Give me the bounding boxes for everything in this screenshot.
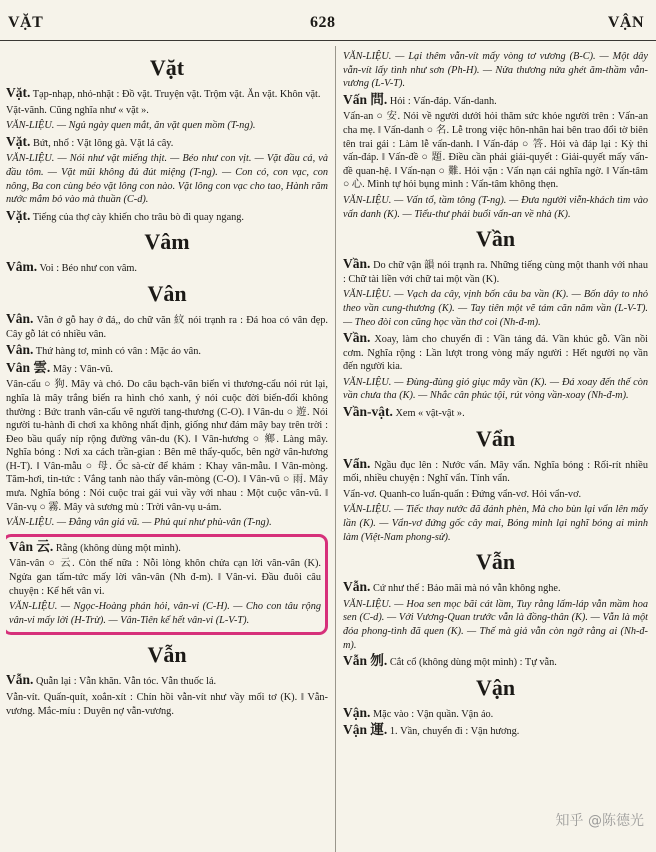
definition: Quẫn lại : Vẫn khăn. Vẫn tóc. Vẫn thuốc lá. xyxy=(35,676,217,688)
definition: Vằn ở gỗ hay ở đá,, do chữ văn 紋 nói trạnh ra : Đá hoa có vân đẹp. Cây gỗ lát có nhiều vân. xyxy=(6,314,328,340)
entry xyxy=(343,580,648,596)
definition: Tạp-nhạp, nhỏ-nhặt : Đồ vặt. Truyện vặt. Trộm vặt. Ăn vặt. Khôn vặt. xyxy=(32,89,321,100)
entry xyxy=(6,260,328,276)
van-lieu: VĂN-LIỆU. — Vấn tổ, tầm tông (T-ng). — Đưa người viễn-khách tìm vào vấn danh (K). — Tiểu-thư phải buổi vấn-an về nhà (K). xyxy=(343,194,648,220)
definition: Hỏi : Vấn-đáp. Vấn-danh. xyxy=(389,95,497,107)
headword: Vẫn 刎. xyxy=(343,653,388,669)
van-lieu: VĂN-LIỆU. — Đùng-đùng gió giục mây vần (K). — Đá xoay đến thế còn vần chưa tha (K). — Nhắc cân phúc tội, rút vòng vần-xoay (Nh-đ-m). xyxy=(343,376,648,402)
entry xyxy=(343,706,648,722)
definition: Bứt, nhổ : Vặt lông gà. Vặt lá cây. xyxy=(32,137,174,149)
definition: Mây : Vân-vũ. xyxy=(52,363,113,375)
entry xyxy=(9,540,321,556)
entry-body: Vẩn-vơ. Quanh-co luẩn-quẩn : Đứng vẩn-vơ. Hỏi vẩn-vơ. xyxy=(343,488,582,500)
headword: Vần-vật. xyxy=(343,404,393,420)
van-lieu: VĂN-LIỆU. — Vạch da cây, vịnh bốn câu ba vần (K). — Bốn dây to nhỏ theo vần cung-thương (K). — Tay tiên một vẽ tám căn năm vần (L-V-T). — Theo đòi con cũng học vần thơ coi (Nh-đ-m). xyxy=(343,289,648,328)
section-heading: Vân xyxy=(147,280,187,306)
entry xyxy=(343,457,648,486)
van-lieu: VĂN-LIỆU. — Nói như vặt miếng thịt. — Béo như con vịt. — Vặt đầu cá, và đầu tôm. — Vặt mũi không đủ đút miệng (T-ng). — Con có, con vạc, con nông, Ba con cùng béo vặt lông con nào. Vặt lông con vạc cho tao, Hành răm nước mắm bỏ vào mà thuần (C-d). xyxy=(6,153,328,206)
section-heading: Vặt xyxy=(149,55,185,80)
page-header xyxy=(0,0,656,41)
entry xyxy=(6,361,328,377)
headword: Vấn 問. xyxy=(343,91,388,107)
headword: Vân. xyxy=(6,310,34,326)
section-heading: Vẫn xyxy=(475,549,516,575)
section-heading: Vẫn xyxy=(147,642,187,668)
left-column xyxy=(6,50,328,852)
headword: Vân. xyxy=(6,342,34,358)
van-lieu: VĂN-LIỆU. — Ngủ ngày quen mắt, ăn vặt quen mồm (T-ng). xyxy=(6,120,256,132)
entry xyxy=(343,93,648,109)
definition: Xem « vật-vật ». xyxy=(395,408,465,420)
section-heading: Vâm xyxy=(144,229,190,255)
van-lieu: VĂN-LIỆU. — Lại thêm vẫn-vít mấy vòng tơ vương (B-C). — Một dây vẫn-vít lấy tình như sơn (Ph-H). — Nửa thương nửa ghét ăm-thầm vẫn-vương (L-V-T). xyxy=(343,51,648,90)
definition: Xoay, làm cho chuyển đi : Vần tảng đá. Vần khúc gỗ. Vần nồi cơm. Nghĩa rộng : Lần lượt trong vòng mấy người : Hết người nọ vần đến người kia. xyxy=(343,334,648,373)
definition: Ngầu đục lên : Nước vẩn. Mây vẩn. Nghĩa bóng : Rối-rít nhiều mối, nhiều chuyện : Nghĩ vẩn. Tính vẩn. xyxy=(343,459,648,485)
entry xyxy=(343,654,648,670)
entry-body: Vẫn-vít. Quấn-quít, xoắn-xít : Chín hồi vẫn-vít như vầy mối tơ (K). ‖ Vẫn-vương. Mắc-míu : Duyên nợ vẫn-vương. xyxy=(6,692,328,717)
definition: Cứ như thế : Bảo mãi mà nó vẫn không nghe. xyxy=(372,583,561,595)
entry-body: Vân-vân ○ 云. Còn thế nữa : Nỗi lòng khôn chửa cạn lời vân-vân (K). Ngửa gan tấm-tức mấy lời vân-vân (Nh đ-m). ‖ Vân-vi. Đầu đuôi câu chuyện : Kể hết vân vi. xyxy=(9,558,321,597)
definition: Mặc vào : Vận quần. Vận áo. xyxy=(372,708,494,720)
entry xyxy=(343,331,648,374)
entry xyxy=(6,209,328,225)
entry xyxy=(6,673,328,689)
van-lieu: VĂN-LIỆU. — Hoa sen mọc bãi cát lầm, Tuy rằng lấm-láp vẫn mầm hoa sen (C-d). — Với Vương-Quan trước vẫn là đồng-thân (K). — Vẫn là một đóa phong-tình đã quen (K). — Thế mà giả vẫn còn ngờ rằng ai (Nh-đ-m). xyxy=(343,598,648,651)
headword: Vặt. xyxy=(6,133,31,149)
right-column xyxy=(343,50,648,852)
headword: Vận 運. xyxy=(343,722,388,738)
van-lieu: VĂN-LIỆU. — Ngọc-Hoàng phán hỏi, vân-vi (C-H). — Cho con tâu rộng vân-vi mấy lời (H-Trừ). — Vân-Tiên kể hết vân-vi (L-V-T). xyxy=(9,601,321,626)
definition: Cắt cổ (không dùng một mình) : Tự vẫn. xyxy=(389,657,557,669)
headword: Vẫn. xyxy=(343,579,371,595)
headword: Vần. xyxy=(343,256,371,272)
entry-body: Vấn-an ○ 安. Nói về người dưới hỏi thăm sức khỏe người trên : Vấn-an cha mẹ. ‖ Vấn-danh ○ 名. Lễ trong việc hôn-nhân hai bên trao đổi tờ biên tên trai gái : Làm lễ vấn-danh. ‖ Vấn-đáp ○ 答. Hỏi và đáp lại : Kỳ thi vấn-đáp. ‖ Vấn-đề ○ 題. Điều cần phải giải-quyết : Giải-quyết mấy vấn-đề quan-hệ. ‖ Vấn-nạn ○ 難. Hỏi vặn : Vấn nạn cái nghĩa ngờ. ‖ Vấn-tâm ○ 心. Mình tự hỏi bụng mình : Vấn-tâm không thẹn. xyxy=(343,111,648,191)
sub-entry: Vặt-vãnh. Cũng nghĩa như « vặt ». xyxy=(6,104,149,116)
entry xyxy=(343,405,648,421)
section-heading: Vận xyxy=(475,674,516,700)
page-number: 628 xyxy=(310,14,336,31)
watermark: 知乎 @陈德光 xyxy=(555,813,644,829)
header-left-guideword: VẶT xyxy=(8,14,44,31)
column-divider xyxy=(335,46,336,852)
headword: Vẩn. xyxy=(343,455,371,471)
entry xyxy=(6,86,328,102)
headword: Vân 云. xyxy=(9,538,54,554)
headword: Vần. xyxy=(343,330,371,346)
entry xyxy=(6,135,328,151)
headword: Vận. xyxy=(343,704,371,720)
headword: Vặt. xyxy=(6,207,31,223)
entry xyxy=(6,343,328,359)
definition: Do chữ vận 韻 nói trạnh ra. Những tiếng cùng một thanh với nhau : Chữ tài liền với chữ tai một vần (K). xyxy=(343,260,648,285)
entry xyxy=(343,723,648,739)
headword: Vân 雲. xyxy=(6,359,51,375)
section-heading: Vẩn xyxy=(475,425,516,451)
entry-body: Vân-cẩu ○ 狗. Mây và chó. Do câu bạch-vân biến vi thương-cẩu nói rút lại, nghĩa là mây trắng biến ra hình chó xanh, ý nói cuộc đời biến-đổi không thường : Bức tranh vân-cẩu vẽ người tang-thương (C-O). ‖ Vân-du ○ 遊. Nói người tu-hành đi chơi xa không nhất định, giống như đám mây bay trên trời : Đeo bầu quẩy níp rộng đường vân-du (K). ‖ Vân-hương ○ 鄉. Làng mây. Nghĩa bóng : Nơi xa cách trần-gian : Bên mê thẩy-quốc, bên ngờ vân-hương (H-T). ‖ Vân-mẫu ○ 母. Ốc sà-cừ để khảm : Khay vân-mẫu. ‖ Vân-mòng. Tăm-hơi, tin-tức : Vắng tanh nào thấy vân-mòng (C-O). ‖ Vân-vũ ○ 雨. Mây mưa. Nghĩa bóng : Nói cuộc trai gái vui vầy với nhau : Một cuộc vân-vũ. ‖ Vân-vụ ○ 霧. Mây và sương mù : Trời vân-vụ u-ám. xyxy=(6,379,328,513)
headword: Vẫn. xyxy=(6,672,34,688)
headword: Vâm. xyxy=(6,259,38,275)
definition: Tiếng của thợ cày khiến cho trâu bò đi quay ngang. xyxy=(32,211,245,223)
entry xyxy=(6,312,328,341)
van-lieu: VĂN-LIỆU. — Tiếc thay nước đã đánh phèn, Mà cho bùn lại vẩn lên mấy lần (K). — Vẩn-vơ đứng gốc cây mai, Bóng minh lại nghĩ bóng ai mình làm (Việt-Nam phong-sử). xyxy=(343,504,648,543)
definition: Rằng (không dùng một mình). xyxy=(55,542,181,554)
definition: Thứ hàng tơ, mình có vân : Mặc áo vân. xyxy=(35,346,201,358)
definition: Voi : Béo như con vâm. xyxy=(39,263,137,275)
section-heading: Vần xyxy=(475,226,516,252)
highlight-box xyxy=(6,534,328,636)
header-right-guideword: VẬN xyxy=(607,14,644,31)
headword: Vặt. xyxy=(6,85,31,100)
entry xyxy=(343,257,648,286)
definition: 1. Vần, chuyển đi : Vận hương. xyxy=(389,726,520,738)
van-lieu: VĂN-LIỆU. — Đằng vân giá vũ. — Phủ quí như phù-vân (T-ng). xyxy=(6,517,272,529)
